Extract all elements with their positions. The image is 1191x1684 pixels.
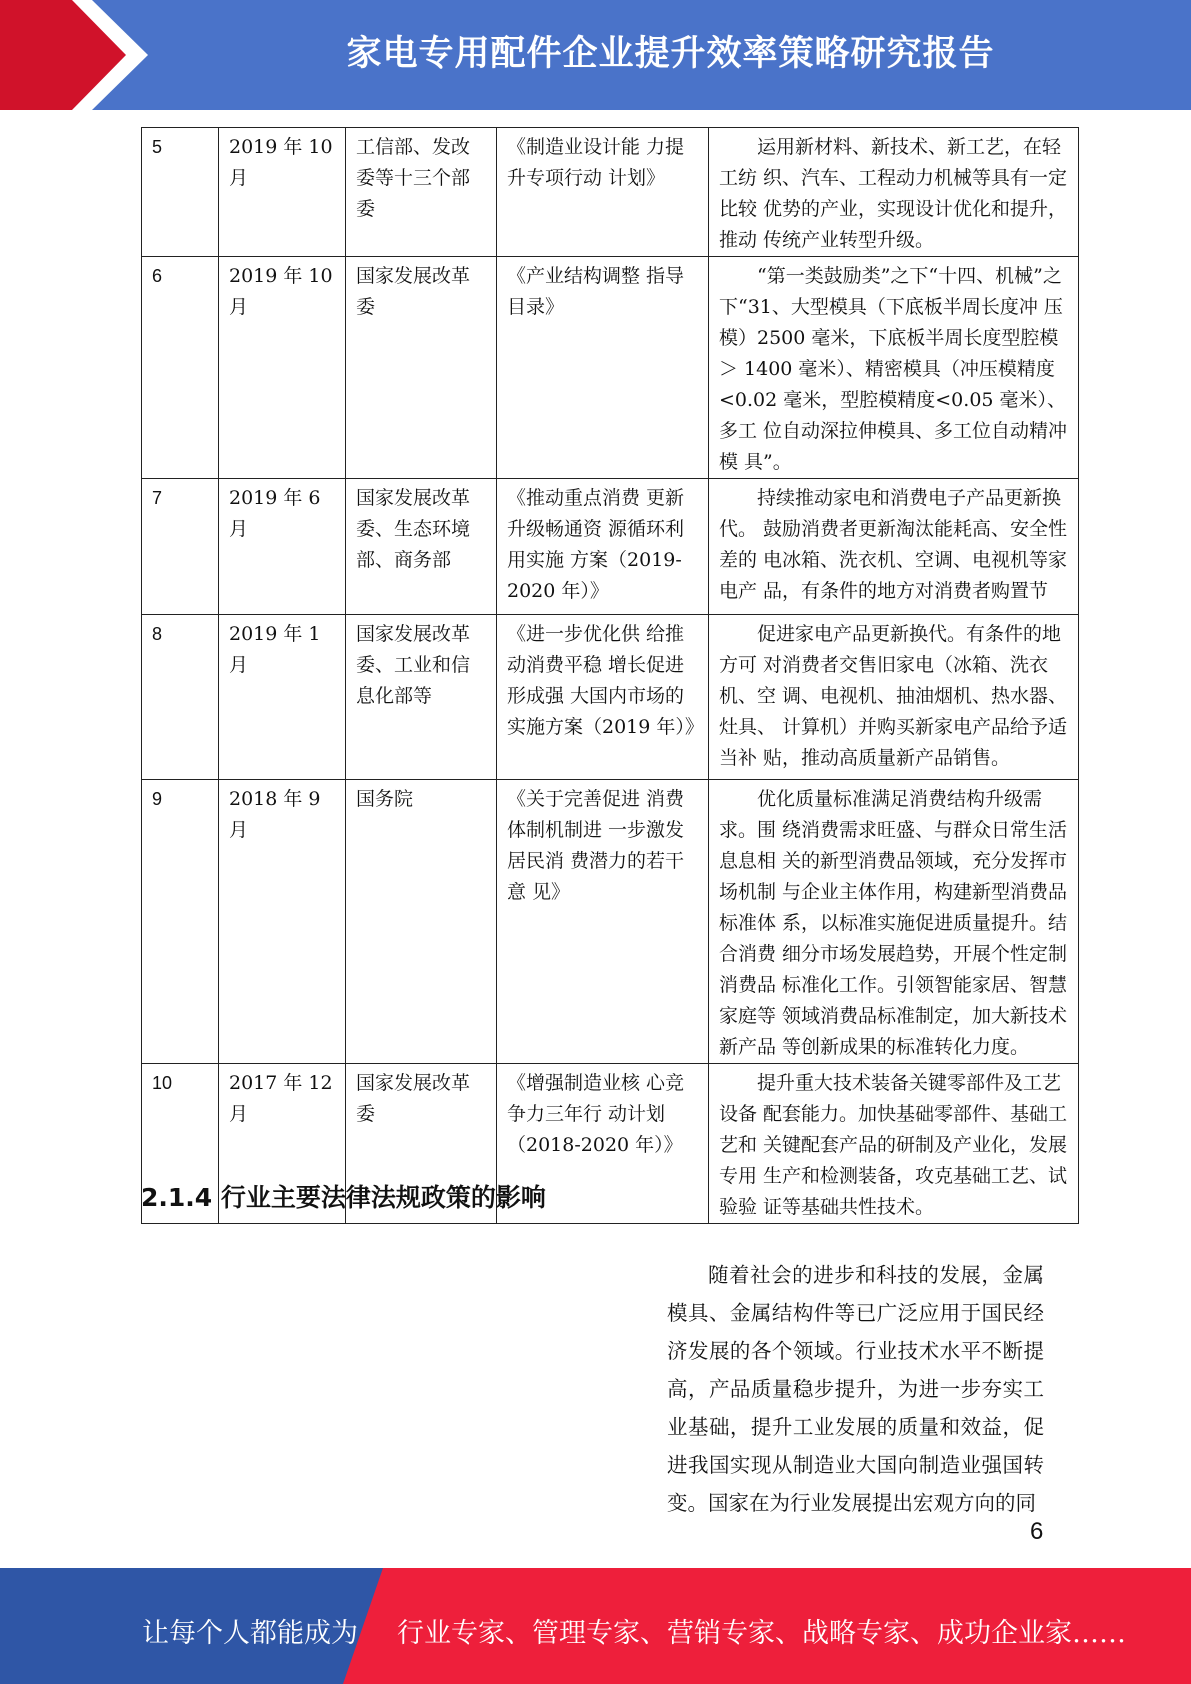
row-document: 《制造业设计能 力提升专项行动 计划》 [497,128,709,257]
table-row [142,257,1079,479]
row-department: 国家发展改革委、生态环境部、商务部 [346,479,497,615]
row-document [497,479,709,615]
row-number: 9 [142,780,219,1064]
row-department: 国家发展改革委 [346,257,497,479]
header-arrow-decoration [0,0,150,110]
row-document-text: 《推动重点消费 更新升级畅通资 源循环利用实施 方案（2019- 2020 年）》 [507,487,685,602]
row-document: 《产业结构调整 指导目录》 [497,257,709,479]
row-description-text: 持续推动家电和消费电子产品更新换代。 鼓励消费者更新淘汰能耗高、安全性差的 电冰箱、洗衣机、空调、电视机等家电产 品，有条件的地方对消费者购置节 [719,487,1068,602]
row-description: 提升重大技术装备关键零部件及工艺设备 配套能力。加快基础零部件、基础工艺和 关键配套产品的研制及产业化，发展专用 生产和检测装备，攻克基础工艺、试验验 证等基础共性技术。 [709,1064,1079,1224]
row-description: 促进家电产品更新换代。有条件的地方可 对消费者交售旧家电（冰箱、洗衣机、空 调、电视机、抽油烟机、热水器、灶具、 计算机）并购买新家电产品给予适当补 贴，推动高质量新产品销售。 [709,615,1079,780]
row-document: 《关于完善促进 消费体制机制进 一步激发居民消 费潜力的若干意 见》 [497,780,709,1064]
row-date: 2017 年 12 月 [219,1064,346,1224]
section-heading: 2.1.4 行业主要法律法规政策的影响 [141,1183,546,1212]
row-number: 5 [142,128,219,257]
row-document: 《进一步优化供 给推动消费平稳 增长促进形成强 大国内市场的实施方案（2019 年）》 [497,615,709,780]
row-description: 运用新材料、新技术、新工艺，在轻工纺 织、汽车、工程动力机械等具有一定比较 优势的产业，实现设计优化和提升，推动 传统产业转型升级。 [709,128,1079,257]
row-department: 国务院 [346,780,497,1064]
report-title: 家电专用配件企业提升效率策略研究报告 [346,34,995,74]
row-number: 6 [142,257,219,479]
row-number: 10 [142,1064,219,1224]
row-description: “第一类鼓励类”之下“十四、机械”之下“31、大型模具（下底板半周长度冲 压模）2500 毫米，下底板半周长度型腔模 ＞ 1400 毫米）、精密模具（冲压模精度 <0.02 毫米，型腔模精度<0.05 毫米）、多工 位自动深拉伸模具、多工位自动精冲模 具”。 [709,257,1079,479]
row-date: 2019 年 10 月 [219,128,346,257]
row-description: 优化质量标准满足消费结构升级需求。围 绕消费需求旺盛、与群众日常生活息息相 关的新型消费品领域，充分发挥市场机制 与企业主体作用，构建新型消费品标准体 系，以标准实施促进质量提升。结合消费 细分市场发展趋势，开展个性定制消费品 标准化工作。引领智能家居、智慧家庭等 领域消费品标准制定，加大新技术新产品 等创新成果的标准转化力度。 [709,780,1079,1064]
row-date: 2019 年 6 月 [219,479,346,615]
row-number: 7 [142,479,219,615]
footer-slogan-right: 行业专家、管理专家、营销专家、战略专家、成功企业家…… [397,1618,1126,1649]
page-footer [0,1568,1191,1684]
row-date: 2019 年 1 月 [219,615,346,780]
table-row [142,128,1079,257]
page-header [0,0,1191,110]
row-document: 《增强制造业核 心竞争力三年行 动计划（2018-2020 年）》 [497,1064,709,1224]
row-department: 国家发展改革委 [346,1064,497,1224]
row-description [709,479,1079,615]
page-number: 6 [1030,1518,1044,1545]
row-department: 国家发展改革委、工业和信息化部等 [346,615,497,780]
policy-table [141,127,1079,1224]
table-row [142,615,1079,780]
row-date: 2019 年 10 月 [219,257,346,479]
table-row [142,780,1079,1064]
body-paragraph: 随着社会的进步和科技的发展，金属模具、金属结构件等已广泛应用于国民经济发展的各个领域。行业技术水平不断提高，产品质量稳步提升，为进一步夯实工业基础，提升工业发展的质量和效益，促进我国实现从制造业大国向制造业强国转变。国家在为行业发展提出宏观方向的同 [667,1263,1044,1515]
row-number: 8 [142,615,219,780]
table-row [142,479,1079,615]
row-department: 工信部、发改委等十三个部委 [346,128,497,257]
row-date: 2018 年 9 月 [219,780,346,1064]
footer-slogan-left: 让每个人都能成为 [142,1618,358,1649]
